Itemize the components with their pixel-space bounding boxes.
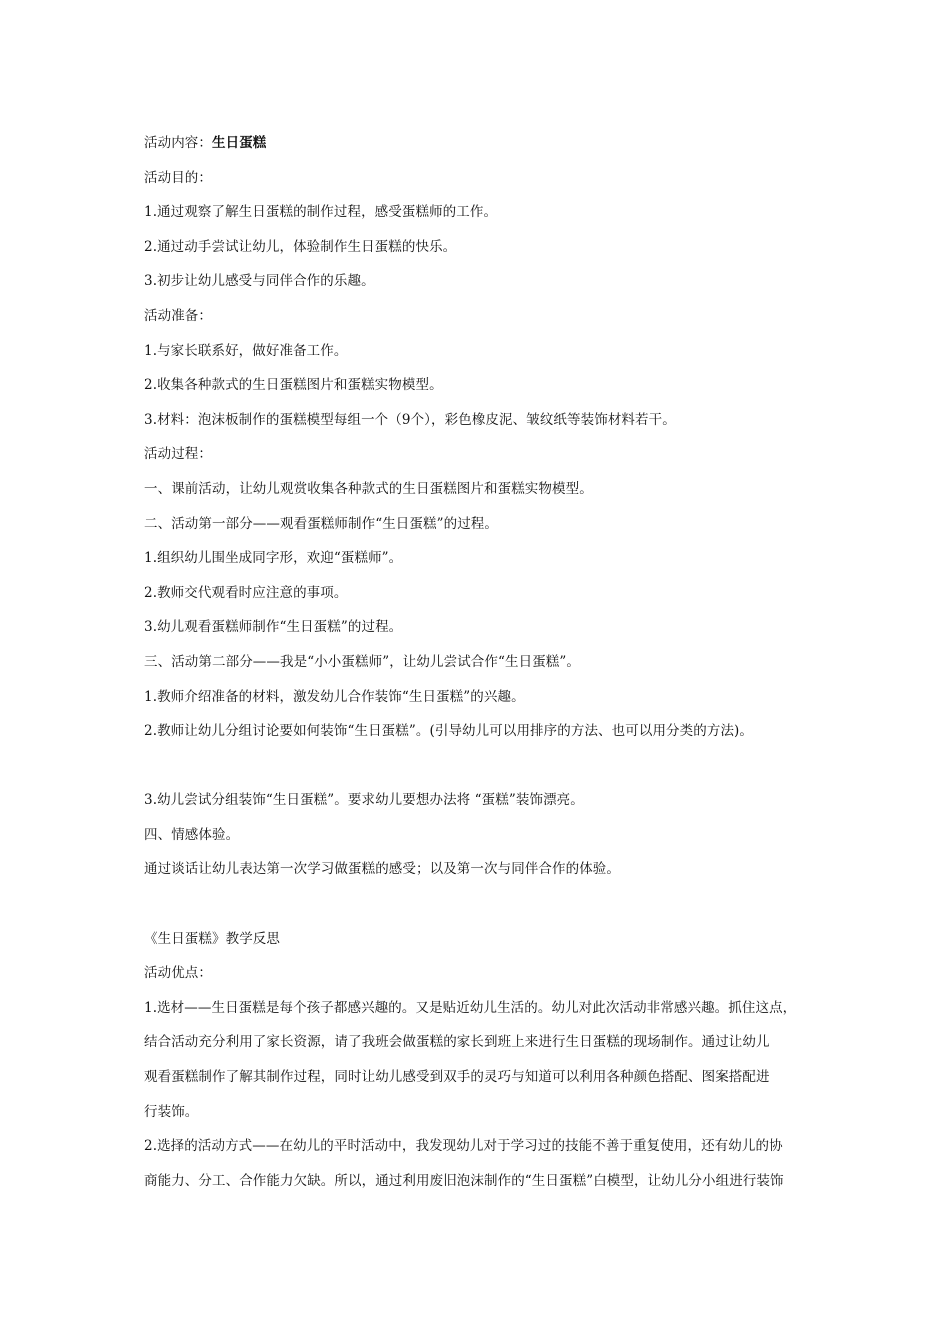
process-step-3: 三、活动第二部分——我是“小小蛋糕师”，让幼儿尝试合作“生日蛋糕”。	[144, 653, 581, 670]
merit-1-line: 行装饰。	[144, 1103, 199, 1120]
merit-1-line: 结合活动充分利用了家长资源，请了我班会做蛋糕的家长到班上来进行生日蛋糕的现场制作。通过让幼儿	[144, 1034, 770, 1051]
document-body	[144, 126, 834, 1198]
prep-item: 2.收集各种款式的生日蛋糕图片和蛋糕实物模型。	[144, 377, 443, 394]
merit-2-line: 商能力、分工、合作能力欠缺。所以，通过利用废旧泡沫制作的“生日蛋糕”白模型，让幼儿分小组进行装饰	[144, 1172, 784, 1189]
process-step-1: 一、课前活动，让幼儿观赏收集各种款式的生日蛋糕图片和蛋糕实物模型。	[144, 480, 593, 497]
merit-1-line: 观看蛋糕制作了解其制作过程，同时让幼儿感受到双手的灵巧与知道可以利用各种颜色搭配、图案搭配进	[144, 1069, 770, 1086]
prep-item: 1.与家长联系好，做好准备工作。	[144, 342, 348, 359]
activity-title	[144, 126, 834, 161]
process-step-4: 四、情感体验。	[144, 826, 240, 843]
prep-item: 3.材料：泡沫板制作的蛋糕模型每组一个（9个），彩色橡皮泥、皱纹纸等装饰材料若干。	[144, 411, 676, 428]
step2-item: 3.幼儿观看蛋糕师制作“生日蛋糕”的过程。	[144, 619, 403, 636]
goal-item: 2.通过动手尝试让幼儿，体验制作生日蛋糕的快乐。	[144, 238, 457, 255]
step4-text: 通过谈话让幼儿表达第一次学习做蛋糕的感受；以及第一次与同伴合作的体验。	[144, 861, 620, 878]
process-heading: 活动过程：	[144, 446, 212, 463]
title-prefix: 活动内容：	[144, 135, 212, 151]
step3-item: 1.教师介绍准备的材料，激发幼儿合作装饰“生日蛋糕”的兴趣。	[144, 688, 525, 705]
prep-heading: 活动准备：	[144, 307, 212, 324]
step2-item: 2.教师交代观看时应注意的事项。	[144, 584, 348, 601]
step3-item: 2.教师让幼儿分组讨论要如何装饰“生日蛋糕”。(引导幼儿可以用排序的方法、也可以用分类的方法)。	[144, 723, 754, 740]
goal-item: 3.初步让幼儿感受与同伴合作的乐趣。	[144, 273, 375, 290]
merits-heading: 活动优点：	[144, 965, 212, 982]
step2-item: 1.组织幼儿围坐成同字形，欢迎“蛋糕师”。	[144, 550, 403, 567]
goals-heading: 活动目的：	[144, 169, 212, 186]
title-main: 生日蛋糕	[212, 135, 267, 151]
process-step-2: 二、活动第一部分——观看蛋糕师制作“生日蛋糕”的过程。	[144, 515, 499, 532]
merit-2-line: 2.选择的活动方式——在幼儿的平时活动中，我发现幼儿对于学习过的技能不善于重复使用，还有幼儿的协	[144, 1138, 783, 1155]
merit-1-line: 1.选材——生日蛋糕是每个孩子都感兴趣的。又是贴近幼儿生活的。幼儿对此次活动非常感兴趣。抓住这点，	[144, 999, 797, 1016]
goal-item: 1.通过观察了解生日蛋糕的制作过程，感受蛋糕师的工作。	[144, 204, 498, 221]
blank-line	[144, 887, 834, 922]
step3-item: 3.幼儿尝试分组装饰“生日蛋糕”。要求幼儿要想办法将 “蛋糕”装饰漂亮。	[144, 792, 584, 809]
reflection-title: 《生日蛋糕》教学反思	[144, 930, 280, 947]
blank-line	[144, 749, 834, 784]
